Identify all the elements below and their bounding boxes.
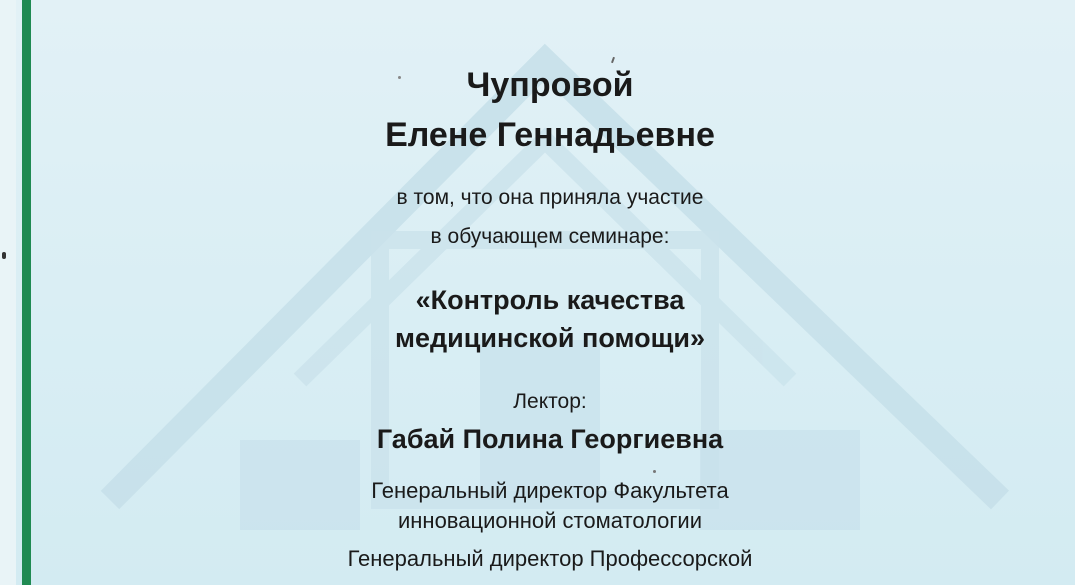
course-title-line-1: «Контроль качества xyxy=(415,285,685,315)
recipient-surname: Чупровой xyxy=(466,66,634,104)
lecturer-position-1-line-1: Генеральный директор Факультета xyxy=(371,478,729,503)
course-title-line-2: медицинской помощи» xyxy=(395,323,705,353)
statement-line-1: в том, что она приняла участие xyxy=(396,186,704,209)
lecturer-position-2-line-1: Генеральный директор Профессорской xyxy=(347,546,753,571)
statement-line-2: в обучающем семинаре: xyxy=(430,225,670,248)
lecturer-position-1-line-2: инновационной стоматологии xyxy=(397,508,702,533)
lecturer-label: Лектор: xyxy=(513,390,587,413)
recipient-given-names: Елене Геннадьевне xyxy=(385,116,715,154)
lecturer-name: Габай Полина Георгиевна xyxy=(376,424,724,454)
